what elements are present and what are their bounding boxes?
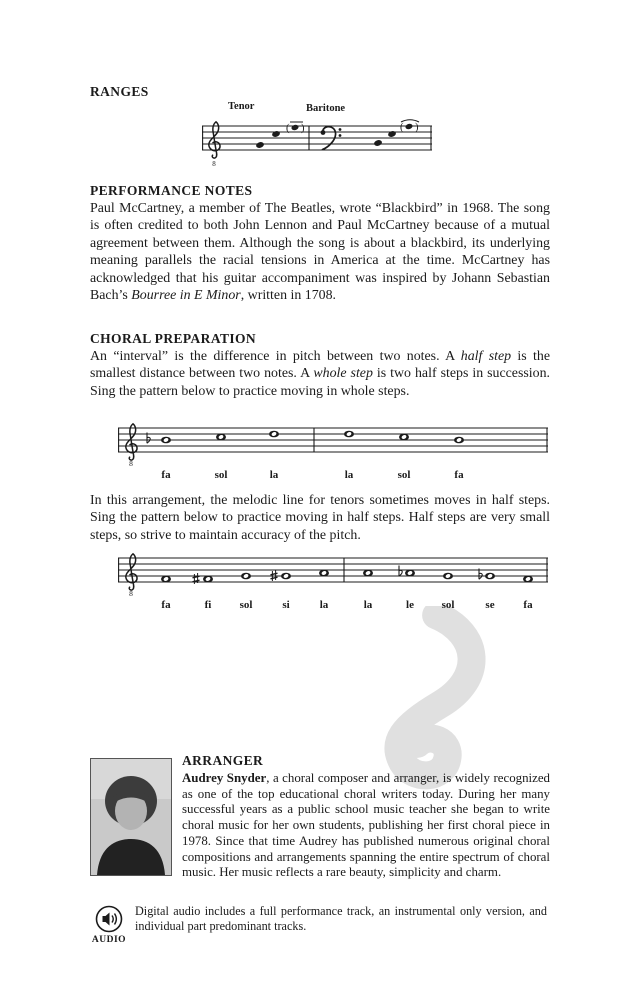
whole-note <box>319 570 329 577</box>
whole-notes <box>161 431 464 444</box>
solfege-syllable: la <box>319 599 329 611</box>
solfege-syllable: la <box>363 599 373 611</box>
arranger-name: Audrey Snyder <box>182 771 267 785</box>
performance-notes-italic: Bourree in E Minor <box>131 288 241 304</box>
solfege-syllable: fa <box>161 469 171 481</box>
note-head <box>387 130 396 138</box>
staff-lines <box>118 428 548 452</box>
ranges-staff <box>202 101 432 173</box>
audio-label: AUDIO <box>91 935 127 945</box>
half-step-staff-svg <box>118 552 548 598</box>
solfege-syllable: la <box>344 469 354 481</box>
whole-note <box>363 570 373 577</box>
whole-note <box>523 576 533 583</box>
ranges-staff-svg <box>202 114 432 170</box>
octave-8: 8 <box>129 589 133 598</box>
solfege-syllable: sol <box>214 469 228 481</box>
treble-clef-icon <box>126 424 137 460</box>
whole-note <box>161 576 171 583</box>
whole-step-italic: whole step <box>313 366 373 382</box>
note-head <box>271 130 280 138</box>
note-head <box>255 141 264 149</box>
solfege-syllable: si <box>282 599 290 611</box>
whole-note <box>203 576 213 583</box>
paren-open: ( <box>400 122 404 133</box>
performance-notes-paragraph <box>90 200 550 304</box>
arranger-photo <box>90 758 172 876</box>
arranger-heading: ARRANGER <box>182 753 264 768</box>
performance-notes-text-2: , written in 1708. <box>240 288 337 304</box>
choral-preparation-heading: CHORAL PREPARATION <box>90 331 257 346</box>
octave-8: 8 <box>129 459 133 468</box>
solfege-syllable: le <box>406 599 414 611</box>
ranges-heading: RANGES <box>90 84 149 99</box>
whole-note <box>241 573 251 580</box>
paren-close: ) <box>301 123 305 134</box>
whole-note <box>269 431 279 438</box>
whole-note <box>399 434 409 441</box>
solfege-syllable: fi <box>204 599 212 611</box>
whole-note <box>485 573 495 580</box>
choral-text-2: is the smallest distance between two notes. A <box>90 349 550 382</box>
baritone-label: Baritone <box>306 103 346 114</box>
flat-icon <box>399 566 402 577</box>
whole-note <box>454 437 464 444</box>
whole-note <box>344 431 354 438</box>
solfege-syllable: fa <box>523 599 533 611</box>
treble-clef-icon <box>126 554 137 590</box>
audio-description: Digital audio includes a full performance track, an instrumental only version, and individual part predominant tracks. <box>135 904 547 933</box>
audio-speaker-icon <box>93 903 125 935</box>
whole-note <box>161 437 171 444</box>
solfege-syllable: la <box>269 469 279 481</box>
choral-text-1: An “interval” is the difference in pitch between two notes. A <box>90 349 461 364</box>
whole-step-staff-svg <box>118 422 548 468</box>
arranger-bio <box>182 771 550 881</box>
page-content <box>90 0 550 995</box>
solfege-syllable: sol <box>397 469 411 481</box>
performance-notes-text-1: Paul McCartney, a member of The Beatles, wrote “Blackbird” in 1968. The song is often credited to both John Lennon and Paul McCartney because of a mutual agreement between them. Although the song is about a blackbird, its underlying meaning parallels the racial tensions in America at the time. McCartney has acknowledged that his guitar accompaniment was inspired by Johann Sebastian Bach’s <box>90 201 550 304</box>
whole-step-staff <box>118 422 548 484</box>
paren-close: ) <box>415 122 419 133</box>
paren-open: ( <box>286 123 290 134</box>
whole-note <box>405 570 415 577</box>
choral-preparation-paragraph-1 <box>90 348 550 400</box>
staff-lines <box>118 558 548 582</box>
solfege-syllable: sol <box>239 599 253 611</box>
performance-notes-heading: PERFORMANCE NOTES <box>90 183 253 198</box>
arranger-portrait-image <box>91 759 171 875</box>
choral-preparation-paragraph-2: In this arrangement, the melodic line for tenors sometimes moves in half steps. Sing the pattern below to practice moving in half steps. Half steps are very small steps, so strive to maintain accuracy of the pitch. <box>90 493 550 543</box>
tenor-label: Tenor <box>228 101 255 112</box>
baritone-range-notes <box>373 120 419 147</box>
staff-lines <box>202 126 432 150</box>
note-head-optional <box>405 123 413 130</box>
sharp-icon <box>271 570 278 581</box>
note-head <box>373 139 382 147</box>
choral-text-3: is two half steps in succession. Sing the pattern below to practice moving in whole steps. <box>90 366 551 399</box>
octave-8: 8 <box>212 160 216 168</box>
solfege-syllable: se <box>485 599 495 611</box>
half-step-staff <box>118 552 548 614</box>
note-head-optional <box>291 124 299 131</box>
solfege-syllable: sol <box>441 599 455 611</box>
solfege-syllable: fa <box>454 469 464 481</box>
arranger-bio-text: , a choral composer and arranger, is widely recognized as one of the top educational choral writers today. During her many successful years as a public school music teacher she began to write choral music for her own students, publishing her first choral piece in 1978. Since that time Audrey has published numerous original choral compositions and arrangements spanning the entire spectrum of choral music. Her music reflects a rare beauty, simplicity and charm. <box>182 771 551 880</box>
half-step-italic: half step <box>460 349 512 364</box>
whole-note <box>281 573 291 580</box>
whole-note <box>443 573 453 580</box>
solfege-syllable: fa <box>161 599 171 611</box>
treble-clef-icon <box>209 122 220 158</box>
whole-note <box>216 434 226 441</box>
